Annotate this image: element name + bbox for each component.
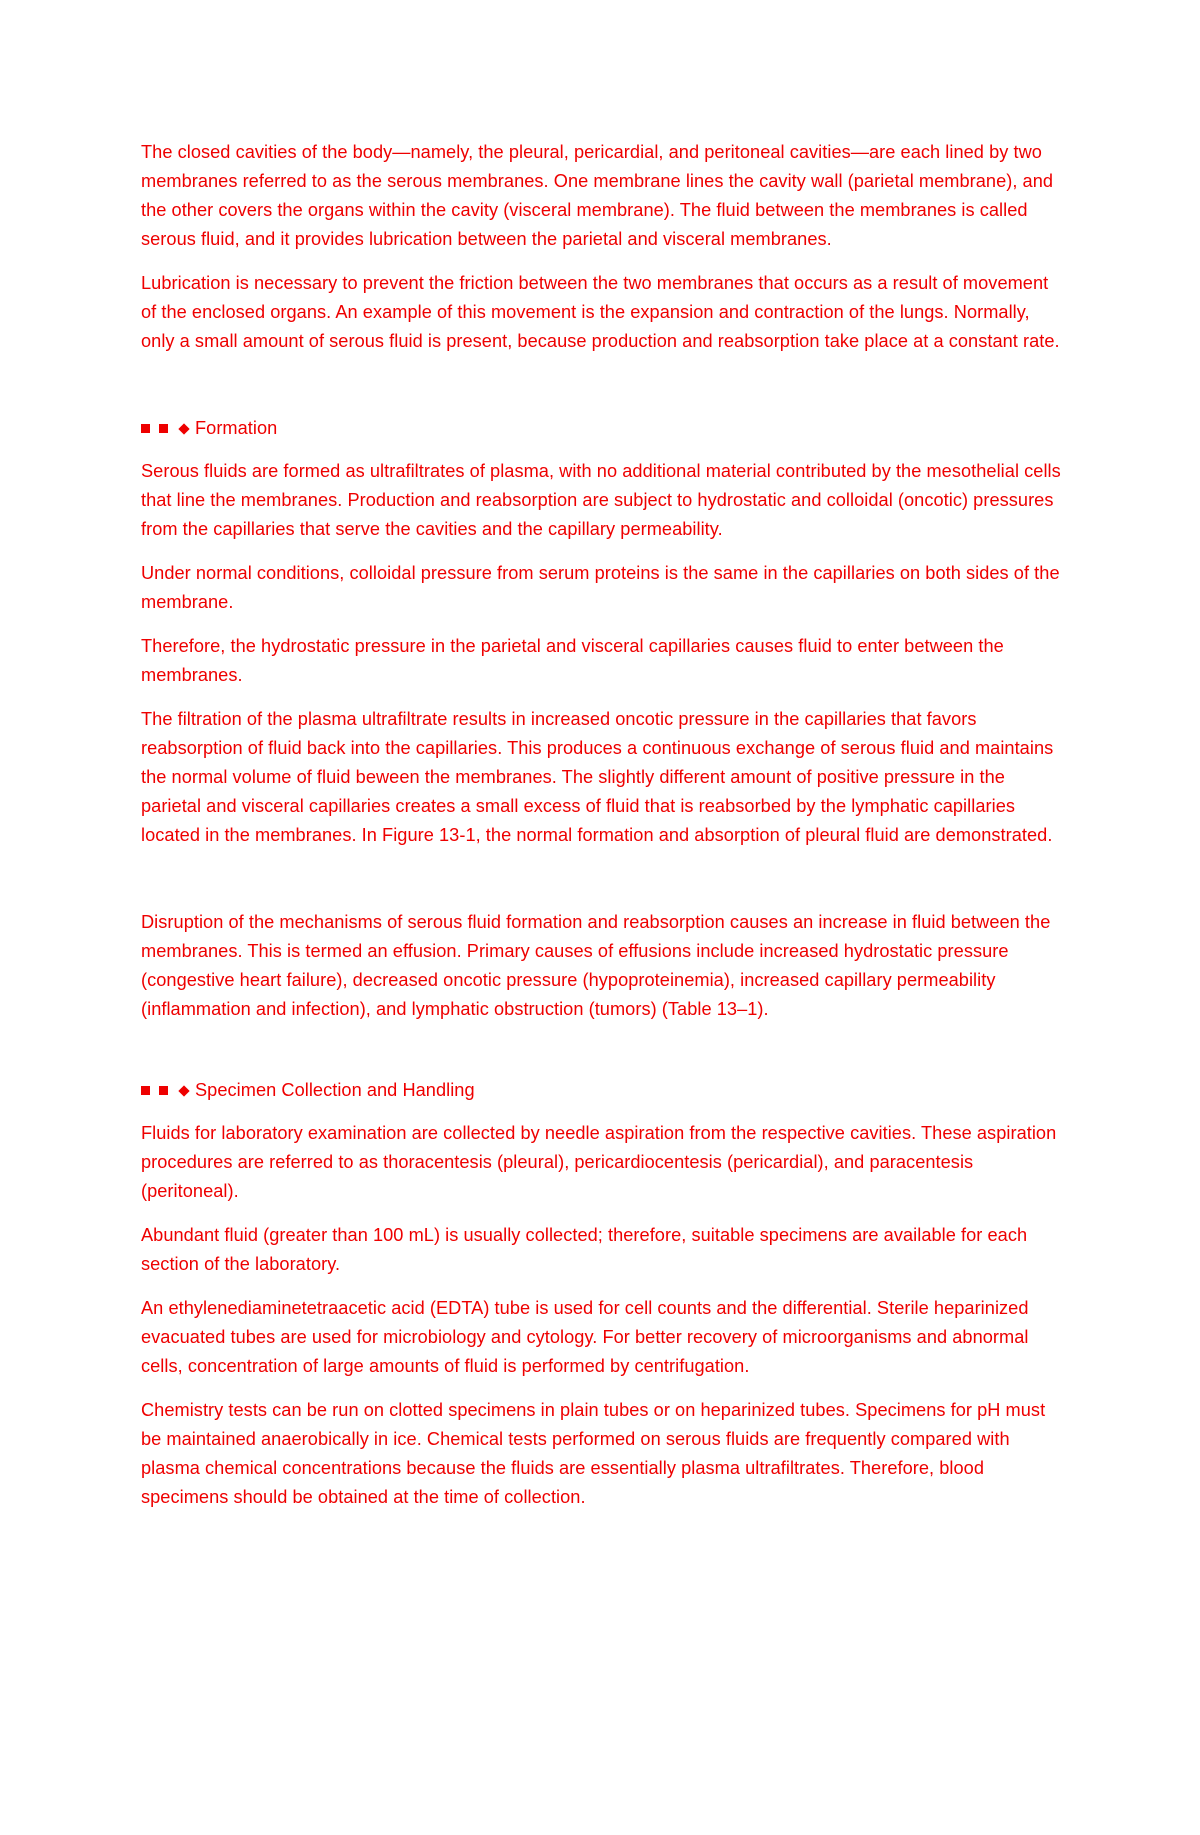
specimen-paragraph-4: Chemistry tests can be run on clotted specimens in plain tubes or on heparinized tubes. Specimens for pH must be maintained anaerobically in ice. Chemical tests performed on serous fluids are frequently compared with plasma chemical concentrations because the fluids are essentially plasma ultrafiltrates. Therefore, blood specimens should be obtained at the time of collection.	[141, 1400, 1046, 1507]
document-page	[141, 138, 1061, 1512]
specimen-paragraph-3: An ethylenediaminetetraacetic acid (EDTA) tube is used for cell counts and the differential. Sterile heparinized evacuated tubes are used for microbiology and cytology. For better recovery of microorganisms and abnormal cells, concentration of large amounts of fluid is performed by centrifugation.	[141, 1298, 1029, 1376]
section-heading-specimen	[141, 1076, 1061, 1105]
diamond-bullet-icon	[178, 1085, 189, 1096]
formation-paragraph-5: Disruption of the mechanisms of serous fluid formation and reabsorption causes an increase in fluid between the membranes. This is termed an effusion. Primary causes of effusions include increased hydrostatic pressure (congestive heart failure), decreased oncotic pressure (hypoproteinemia), increased capillary permeability (inflammation and infection), and lymphatic obstruction (tumors) (Table 13–1).	[141, 912, 1051, 1019]
specimen-paragraph-2: Abundant fluid (greater than 100 mL) is usually collected; therefore, suitable specimens are available for each section of the laboratory.	[141, 1225, 1028, 1274]
formation-paragraph-4: The filtration of the plasma ultrafiltrate results in increased oncotic pressure in the capillaries that favors reabsorption of fluid back into the capillaries. This produces a continuous exchange of serous fluid and maintains the normal volume of fluid beween the membranes. The slightly different amount of positive pressure in the parietal and visceral capillaries creates a small excess of fluid that is reabsorbed by the lymphatic capillaries located in the membranes. In Figure 13-1, the normal formation and absorption of pleural fluid are demonstrated.	[141, 709, 1054, 845]
intro-paragraph-1: The closed cavities of the body—namely, the pleural, pericardial, and peritoneal cavities—are each lined by two membranes referred to as the serous membranes. One membrane lines the cavity wall (parietal membrane), and the other covers the organs within the cavity (visceral membrane). The fluid between the membranes is called serous fluid, and it provides lubrication between the parietal and visceral membranes.	[141, 142, 1054, 249]
intro-paragraph-2: Lubrication is necessary to prevent the friction between the two membranes that occurs as a result of movement of the enclosed organs. An example of this movement is the expansion and contraction of the lungs. Normally, only a small amount of serous fluid is present, because production and reabsorption take place at a constant rate.	[141, 273, 1060, 351]
section-heading-text: Specimen Collection and Handling	[195, 1080, 475, 1100]
specimen-paragraph-1: Fluids for laboratory examination are collected by needle aspiration from the respective cavities. These aspiration procedures are referred to as thoracentesis (pleural), pericardiocentesis (pericardial), and paracentesis (peritoneal).	[141, 1123, 1057, 1201]
formation-paragraph-3: Therefore, the hydrostatic pressure in the parietal and visceral capillaries causes fluid to enter between the membranes.	[141, 636, 1004, 685]
square-bullet-icon	[141, 424, 150, 433]
square-bullet-icon	[159, 1086, 168, 1095]
section-heading-formation	[141, 414, 1061, 443]
diamond-bullet-icon	[178, 423, 189, 434]
square-bullet-icon	[159, 424, 168, 433]
section-heading-text: Formation	[195, 418, 278, 438]
formation-paragraph-1: Serous fluids are formed as ultrafiltrates of plasma, with no additional material contributed by the mesothelial cells that line the membranes. Production and reabsorption are subject to hydrostatic and colloidal (oncotic) pressures from the capillaries that serve the cavities and the capillary permeability.	[141, 461, 1061, 539]
formation-paragraph-2: Under normal conditions, colloidal pressure from serum proteins is the same in the capillaries on both sides of the membrane.	[141, 563, 1060, 612]
square-bullet-icon	[141, 1086, 150, 1095]
